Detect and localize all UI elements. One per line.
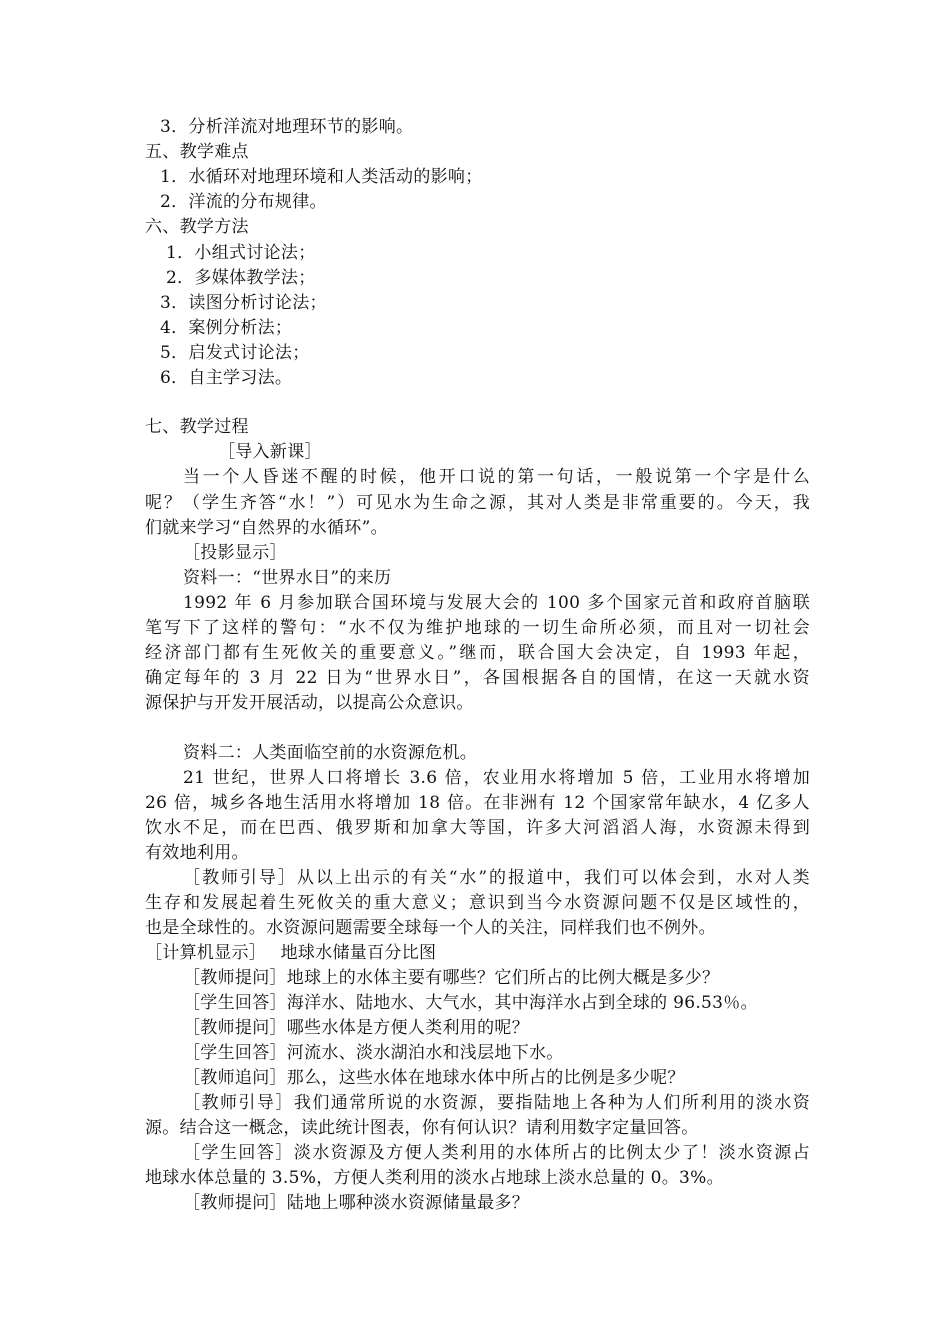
material-two-line: 饮水不足，而在巴西、俄罗斯和加拿大等国，许多大河滔滔人海，水资源未得到 (145, 818, 810, 838)
section-heading-methods: 六、教学方法 (145, 217, 249, 237)
method-item-2: 2．多媒体教学法； (166, 268, 316, 288)
material-two-line: 21 世纪，世界人口将增长 3.6 倍，农业用水将增加 5 倍，工业用水将增加 (183, 768, 810, 788)
material-two-title: 资料二：人类面临空前的水资源危机。 (183, 743, 478, 763)
material-one-line: 笔写下了这样的警句：“水不仅为维护地球的一切生命所必须，而且对一切社会 (145, 618, 810, 638)
dialogue-teacher-question: ［教师提问］陆地上哪种淡水资源储量最多？ (183, 1193, 529, 1213)
method-item-5: 5．启发式讨论法； (160, 343, 310, 363)
dialogue-teacher-followup: ［教师追问］那么，这些水体在地球水体中所占的比例是多少呢？ (183, 1068, 685, 1088)
difficulty-item-2: 2．洋流的分布规律。 (160, 192, 327, 212)
material-two-line: 有效地利用。 (145, 843, 249, 863)
computer-display-caption: ［计算机显示］ 地球水储量百分比图 (145, 943, 437, 963)
objective-item-3: 3．分析洋流对地理环节的影响。 (160, 117, 414, 137)
material-one-line: 经济部门都有生死攸关的重要意义。”继而，联合国大会决定，自 1993 年起， (145, 643, 810, 663)
difficulty-item-1: 1．水循环对地理环境和人类活动的影响； (160, 167, 483, 187)
dialogue-teacher-guide: 源。结合这一概念，读此统计图表，你有何认识？请利用数字定量回答。 (145, 1118, 699, 1138)
material-one-line: 1992 年 6 月参加联合国环境与发展大会的 100 多个国家元首和政府首脑联 (183, 593, 810, 613)
material-one-line: 源保护与开发开展活动，以提高公众意识。 (145, 693, 474, 713)
label-projection: ［投影显示］ (183, 543, 287, 563)
dialogue-student-answer: ［学生回答］淡水资源及方便人类利用的水体所占的比例太少了！淡水资源占 (183, 1143, 810, 1163)
material-one-line: 确定每年的 3 月 22 日为“世界水日”，各国根据各自的国情，在这一天就水资 (145, 668, 810, 688)
subheading-intro: ［导入新课］ (218, 442, 322, 462)
method-item-6: 6．自主学习法。 (160, 368, 293, 388)
teacher-guide-line: 也是全球性的。水资源问题需要全球每一个人的关注，同样我们也不例外。 (145, 918, 716, 938)
dialogue-teacher-guide: ［教师引导］我们通常所说的水资源，要指陆地上各种为人们所利用的淡水资 (183, 1093, 810, 1113)
dialogue-student-answer: 地球水体总量的 3.5%，方便人类利用的淡水占地球上淡水总量的 0。3%。 (145, 1168, 724, 1188)
dialogue-student-answer: ［学生回答］海洋水、陆地水、大气水，其中海洋水占到全球的 96.53％。 (183, 993, 758, 1013)
paragraph-intro-line: 呢？（学生齐答“水！”）可见水为生命之源，其对人类是非常重要的。今天，我 (145, 493, 810, 513)
material-one-title: 资料一：“世界水日”的来历 (183, 568, 392, 588)
method-item-1: 1．小组式讨论法； (166, 243, 316, 263)
paragraph-intro-line: 们就来学习“自然界的水循环”。 (145, 518, 388, 538)
paragraph-intro-line: 当一个人昏迷不醒的时候，他开口说的第一句话，一般说第一个字是什么 (183, 467, 810, 487)
section-heading-difficulties: 五、教学难点 (145, 142, 249, 162)
section-heading-process: 七、教学过程 (145, 417, 249, 437)
method-item-3: 3．读图分析讨论法； (160, 293, 327, 313)
dialogue-teacher-question: ［教师提问］地球上的水体主要有哪些？它们所占的比例大概是多少？ (183, 968, 720, 988)
material-two-line: 26 倍，城乡各地生活用水将增加 18 倍。在非洲有 12 个国家常年缺水，4 亿多人 (145, 793, 810, 813)
teacher-guide-line: 生存和发展起着生死攸关的重大意义；意识到当今水资源问题不仅是区域性的， (145, 893, 810, 913)
dialogue-teacher-question: ［教师提问］哪些水体是方便人类利用的呢？ (183, 1018, 529, 1038)
dialogue-student-answer: ［学生回答］河流水、淡水湖泊水和浅层地下水。 (183, 1043, 564, 1063)
teacher-guide-line: ［教师引导］从以上出示的有关“水”的报道中，我们可以体会到，水对人类 (183, 868, 810, 888)
method-item-4: 4．案例分析法； (160, 318, 293, 338)
